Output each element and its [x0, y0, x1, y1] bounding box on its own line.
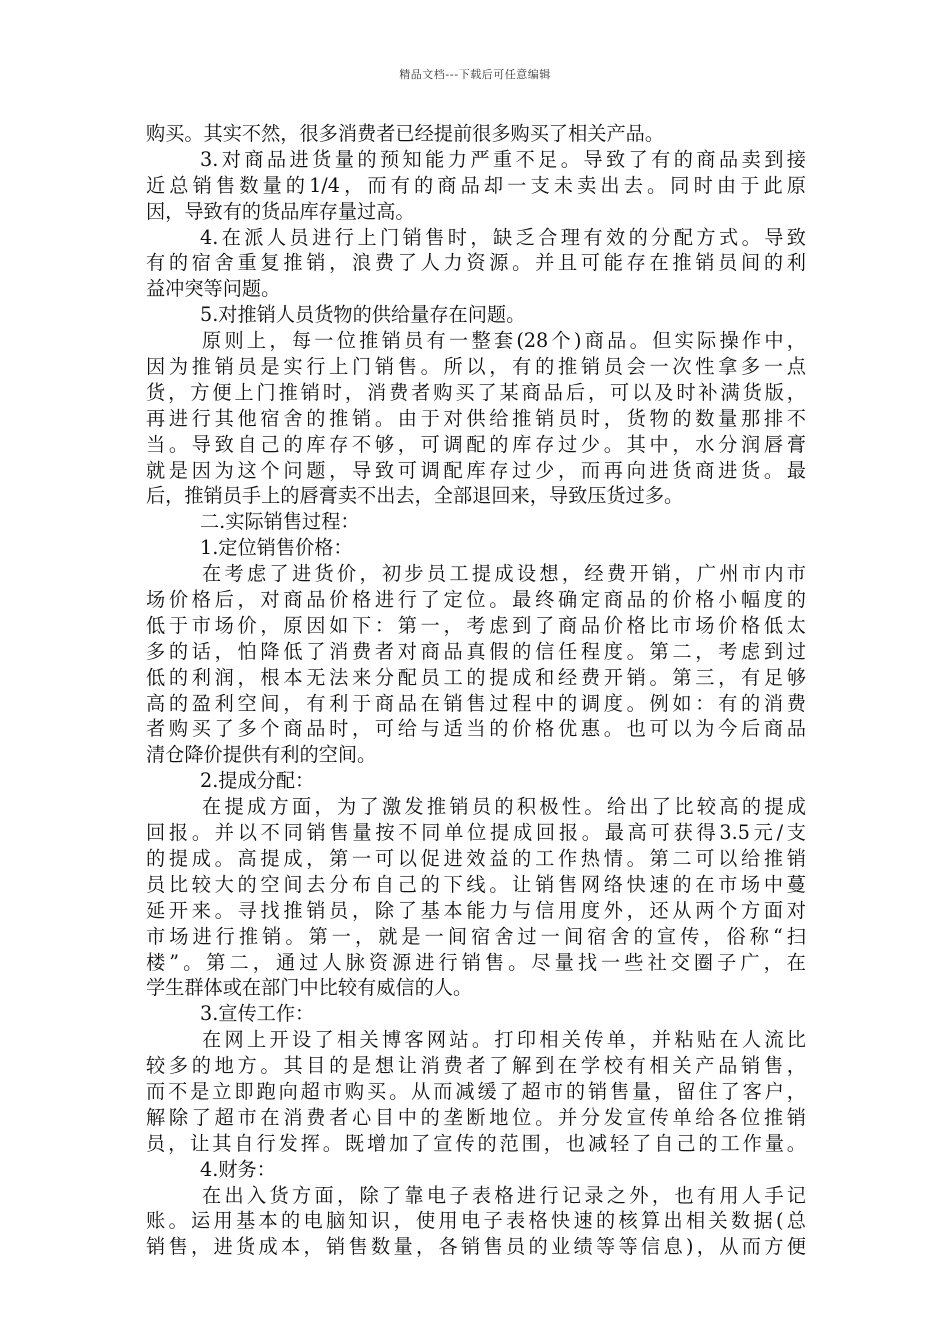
text-line: 市场进行推销。第一，就是一间宿舍过一间宿舍的宣传，俗称“扫 — [146, 924, 806, 948]
text-line: 在网上开设了相关博客网站。打印相关传单，并粘贴在人流比 — [202, 1028, 806, 1052]
subsection-heading: 3.宣传工作： — [200, 1002, 315, 1026]
text-line: 低的利润，根本无法来分配员工的提成和经费开销。第三，有足够 — [146, 665, 806, 689]
text-line: 而不是立即跑向超市购买。从而减缓了超市的销售量，留住了客户， — [146, 1079, 806, 1103]
text-line: 3.对商品进货量的预知能力严重不足。导致了有的商品卖到接 — [200, 147, 806, 171]
text-line: 回报。并以不同销售量按不同单位提成回报。最高可获得3.5元/支 — [146, 821, 806, 845]
text-line: 再进行其他宿舍的推销。由于对供给推销员时，货物的数量那排不 — [146, 406, 806, 430]
text-line: 员比较大的空间去分布自己的下线。让销售网络快速的在市场中蔓 — [146, 872, 806, 896]
text-line: 有的宿舍重复推销，浪费了人力资源。并且可能存在推销员间的利 — [146, 251, 806, 275]
text-line: 高的盈利空间，有利于商品在销售过程中的调度。例如：有的消费 — [146, 691, 806, 715]
section-heading: 二.实际销售过程： — [200, 510, 360, 534]
subsection-heading: 4.财务： — [200, 1157, 276, 1181]
text-line: 清仓降价提供有利的空间。 — [146, 743, 377, 767]
page-header: 精品文档---下载后可任意编辑 — [399, 68, 551, 81]
text-line: 购买。其实不然，很多消费者已经提前很多购买了相关产品。 — [146, 122, 665, 145]
text-line: 当。导致自己的库存不够，可调配的库存过少。其中，水分润唇膏 — [146, 432, 806, 456]
text-line: 解除了超市在消费者心目中的垄断地位。并分发宣传单给各位推销 — [146, 1105, 806, 1129]
subsection-heading: 2.提成分配： — [200, 769, 315, 793]
text-line: 因，导致有的货品库存量过高。 — [146, 199, 415, 223]
text-line: 就是因为这个问题，导致可调配库存过少，而再向进货商进货。最 — [146, 458, 806, 482]
text-line: 原则上，每一位推销员有一整套(28个)商品。但实际操作中， — [202, 329, 806, 353]
text-line: 销售，进货成本，销售数量，各销售员的业绩等等信息)，从而方便 — [146, 1235, 806, 1259]
text-line: 5.对推销人员货物的供给量存在问题。 — [200, 303, 526, 327]
text-line: 员，让其自行发挥。既增加了宣传的范围，也减轻了自己的工作量。 — [146, 1131, 806, 1155]
text-line: 因为推销员是实行上门销售。所以，有的推销员会一次性拿多一点 — [146, 355, 806, 379]
text-line: 近总销售数量的1/4，而有的商品却一支未卖出去。同时由于此原 — [146, 173, 806, 197]
text-line: 场价格后，对商品价格进行了定位。最终确定商品的价格小幅度的 — [146, 588, 806, 612]
text-line: 在考虑了进货价，初步员工提成设想，经费开销，广州市内市 — [202, 562, 806, 586]
text-line: 楼”。第二，通过人脉资源进行销售。尽量找一些社交圈子广，在 — [146, 950, 806, 974]
text-line: 4.在派人员进行上门销售时，缺乏合理有效的分配方式。导致 — [200, 225, 806, 249]
text-line: 账。运用基本的电脑知识，使用电子表格快速的核算出相关数据(总 — [146, 1209, 806, 1233]
text-line: 低于市场价，原因如下：第一，考虑到了商品价格比市场价格低太 — [146, 613, 806, 637]
text-line: 多的话，怕降低了消费者对商品真假的信任程度。第二，考虑到过 — [146, 639, 806, 663]
text-line: 较多的地方。其目的是想让消费者了解到在学校有相关产品销售， — [146, 1054, 806, 1078]
text-line: 后，推销员手上的唇膏卖不出去，全部退回来，导致压货过多。 — [146, 484, 684, 508]
text-line: 益冲突等问题。 — [146, 277, 281, 301]
subsection-heading: 1.定位销售价格： — [200, 536, 353, 560]
text-line: 学生群体或在部门中比较有威信的人。 — [146, 976, 473, 1000]
text-line: 在出入货方面，除了靠电子表格进行记录之外，也有用人手记 — [202, 1183, 806, 1207]
text-line: 延开来。寻找推销员，除了基本能力与信用度外，还从两个方面对 — [146, 898, 806, 922]
text-line: 在提成方面，为了激发推销员的积极性。给出了比较高的提成 — [202, 795, 806, 819]
text-line: 货，方便上门推销时，消费者购买了某商品后，可以及时补满货版， — [146, 380, 806, 404]
document-body — [146, 121, 806, 1260]
text-line: 者购买了多个商品时，可给与适当的价格优惠。也可以为今后商品 — [146, 717, 806, 741]
text-line: 的提成。高提成，第一可以促进效益的工作热情。第二可以给推销 — [146, 846, 806, 870]
